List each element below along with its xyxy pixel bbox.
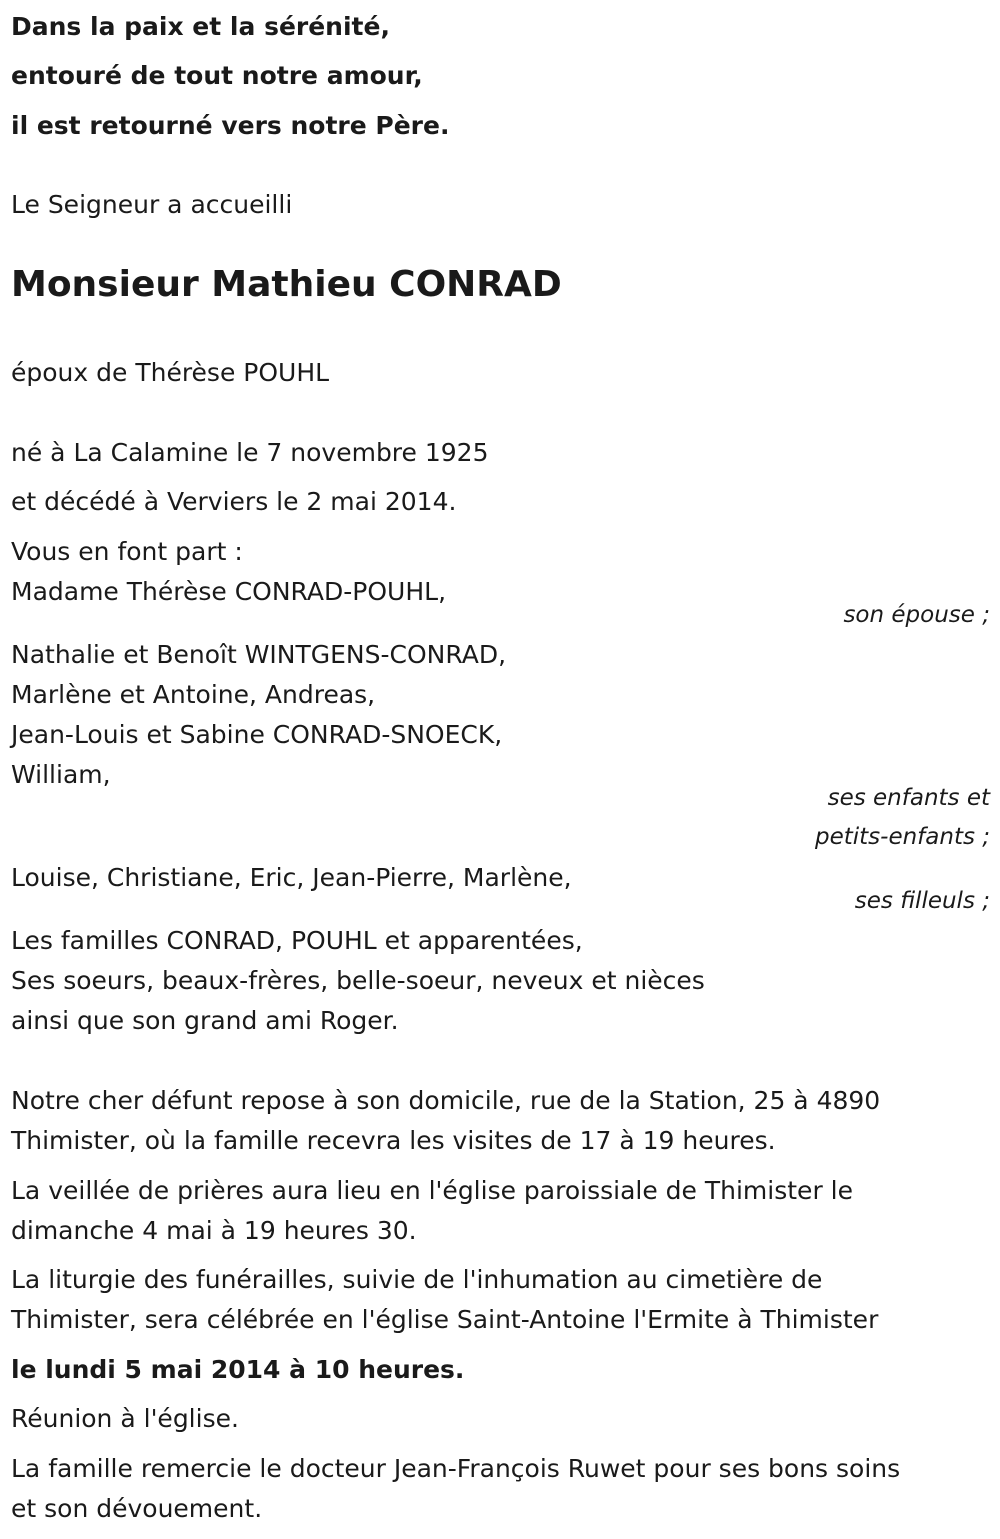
death-text: et décédé à Verviers le 2 mai 2014. xyxy=(11,487,457,516)
spouse-of-text: époux de Thérèse POUHL xyxy=(11,358,330,387)
godchildren-names: Louise, Christiane, Eric, Jean-Pierre, Marlène, xyxy=(11,863,572,892)
repose-line-1: Notre cher défunt repose à son domicile, rue de la Station, 25 à 4890 xyxy=(11,1086,881,1115)
thanks-line-1: La famille remercie le docteur Jean-François Ruwet pour ses bons soins xyxy=(11,1454,901,1483)
funeral-date: le lundi 5 mai 2014 à 10 heures. xyxy=(11,1355,465,1384)
liturgy-line-2: Thimister, sera célébrée en l'église Saint-Antoine l'Ermite à Thimister xyxy=(11,1305,879,1334)
meeting-text: Réunion à l'église. xyxy=(11,1404,239,1433)
vigil-line-2: dimanche 4 mai à 19 heures 30. xyxy=(11,1216,417,1245)
announcement-text: Vous en font part : xyxy=(11,537,243,566)
intro-line-2: entouré de tout notre amour, xyxy=(11,61,423,90)
spouse-name: Madame Thérèse CONRAD-POUHL, xyxy=(11,577,447,606)
liturgy-line-1: La liturgie des funérailles, suivie de l'inhumation au cimetière de xyxy=(11,1265,823,1294)
children-role-line-1: ses enfants et xyxy=(827,785,990,811)
children-role-line-2: petits-enfants ; xyxy=(814,824,990,850)
child-line: William, xyxy=(11,760,111,789)
spouse-role: son épouse ; xyxy=(843,602,990,628)
child-line: Jean-Louis et Sabine CONRAD-SNOECK, xyxy=(11,720,503,749)
child-line: Marlène et Antoine, Andreas, xyxy=(11,680,376,709)
deceased-name: Monsieur Mathieu CONRAD xyxy=(11,264,562,305)
family-line: Les familles CONRAD, POUHL et apparentées, xyxy=(11,926,583,955)
intro-line-3: il est retourné vers notre Père. xyxy=(11,111,450,140)
repose-line-2: Thimister, où la famille recevra les visites de 17 à 19 heures. xyxy=(11,1126,776,1155)
welcomed-text: Le Seigneur a accueilli xyxy=(11,190,293,219)
godchildren-role: ses filleuls ; xyxy=(854,888,990,914)
family-line: ainsi que son grand ami Roger. xyxy=(11,1006,399,1035)
family-line: Ses soeurs, beaux-frères, belle-soeur, neveux et nièces xyxy=(11,966,705,995)
child-line: Nathalie et Benoît WINTGENS-CONRAD, xyxy=(11,640,507,669)
thanks-line-2: et son dévouement. xyxy=(11,1494,263,1523)
birth-text: né à La Calamine le 7 novembre 1925 xyxy=(11,438,489,467)
intro-line-1: Dans la paix et la sérénité, xyxy=(11,12,390,41)
vigil-line-1: La veillée de prières aura lieu en l'église paroissiale de Thimister le xyxy=(11,1176,853,1205)
